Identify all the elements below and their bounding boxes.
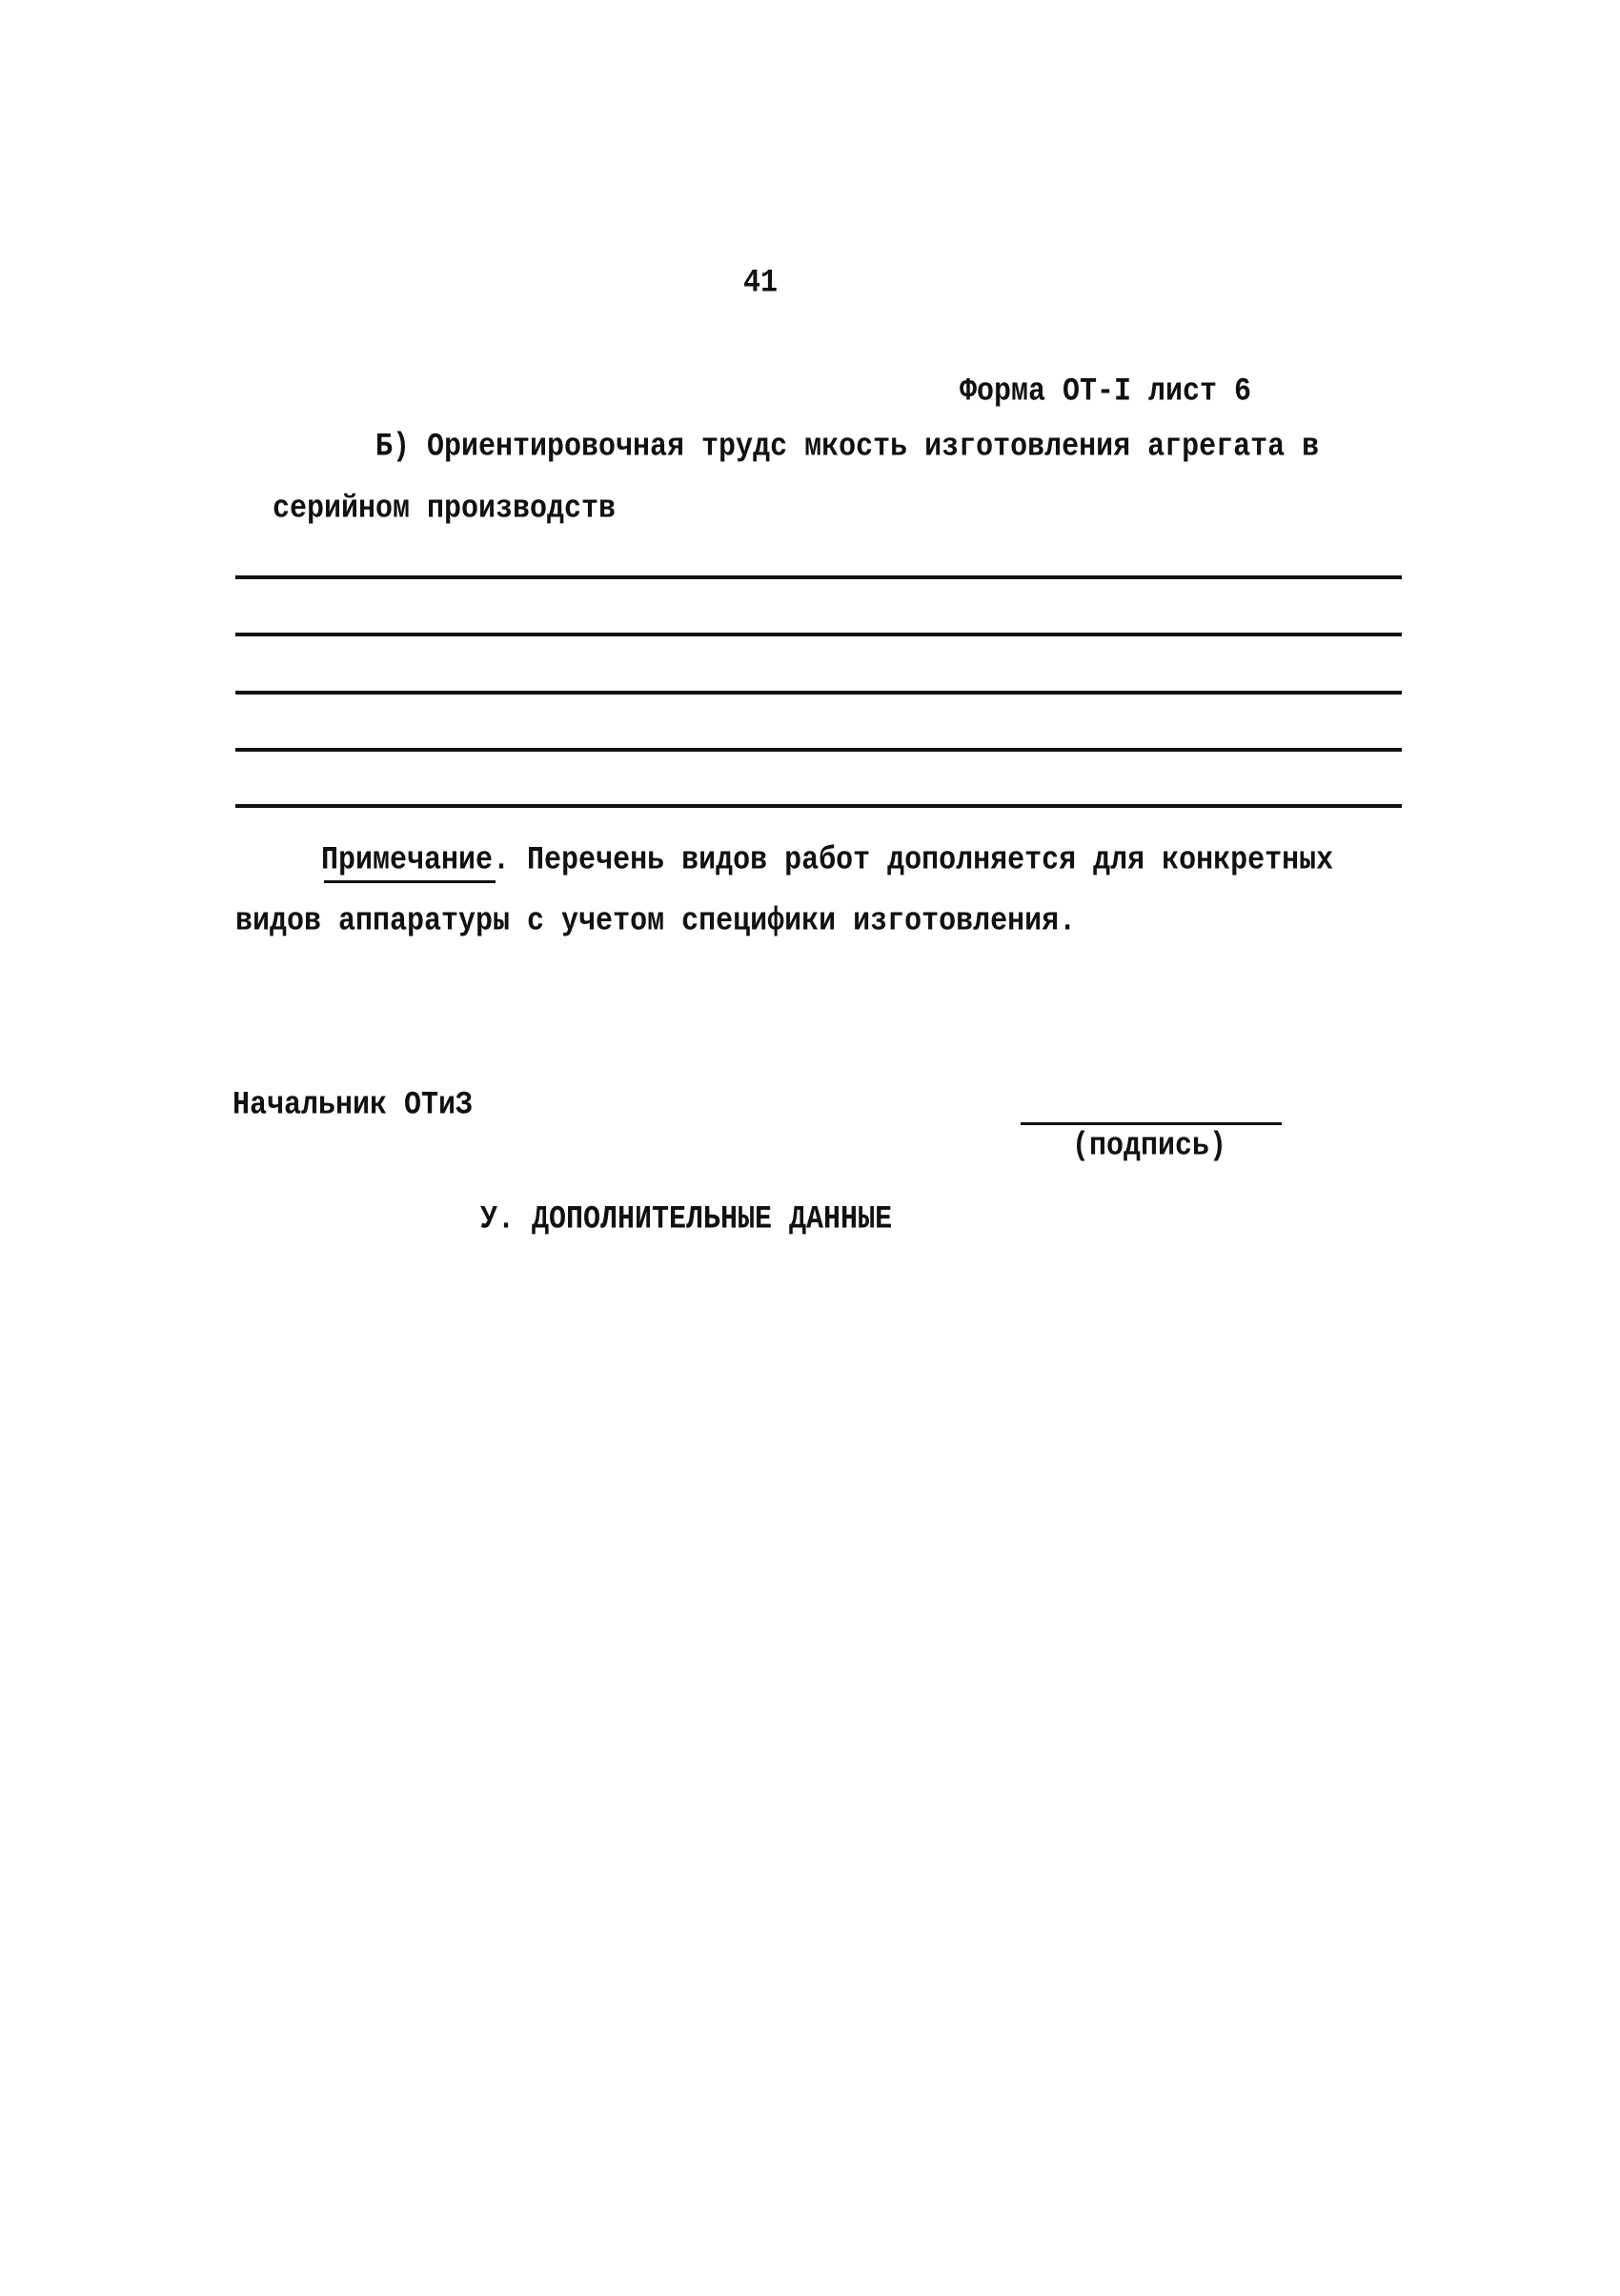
- blank-line-3: [235, 691, 1402, 695]
- section-v-heading: У. ДОПОЛНИТЕЛЬНЫЕ ДАННЫЕ: [480, 1200, 893, 1239]
- page-number: 41: [743, 264, 779, 302]
- section-b-line1: Б) Ориентировочная трудс мкость изготовления агрегата в: [375, 428, 1320, 466]
- signature-caption: (подпись): [1072, 1127, 1227, 1165]
- blank-line-1: [235, 575, 1402, 579]
- blank-line-5: [235, 804, 1402, 808]
- note-text: Перечень видов работ дополняется для конкретных: [510, 841, 1334, 879]
- signature-line: [1021, 1122, 1282, 1125]
- blank-line-4: [235, 748, 1402, 752]
- note-label: Примечание.: [321, 841, 511, 879]
- blank-line-2: [235, 633, 1402, 636]
- signature-position: Начальник ОТиЗ: [233, 1086, 474, 1124]
- note-line1: [321, 841, 1334, 879]
- section-b-line2: серийном производств: [273, 490, 617, 528]
- form-label: Форма ОТ-I лист 6: [960, 373, 1252, 411]
- note-line2: видов аппаратуры с учетом специфики изготовления.: [235, 902, 1077, 940]
- note-label-underline: [324, 880, 496, 883]
